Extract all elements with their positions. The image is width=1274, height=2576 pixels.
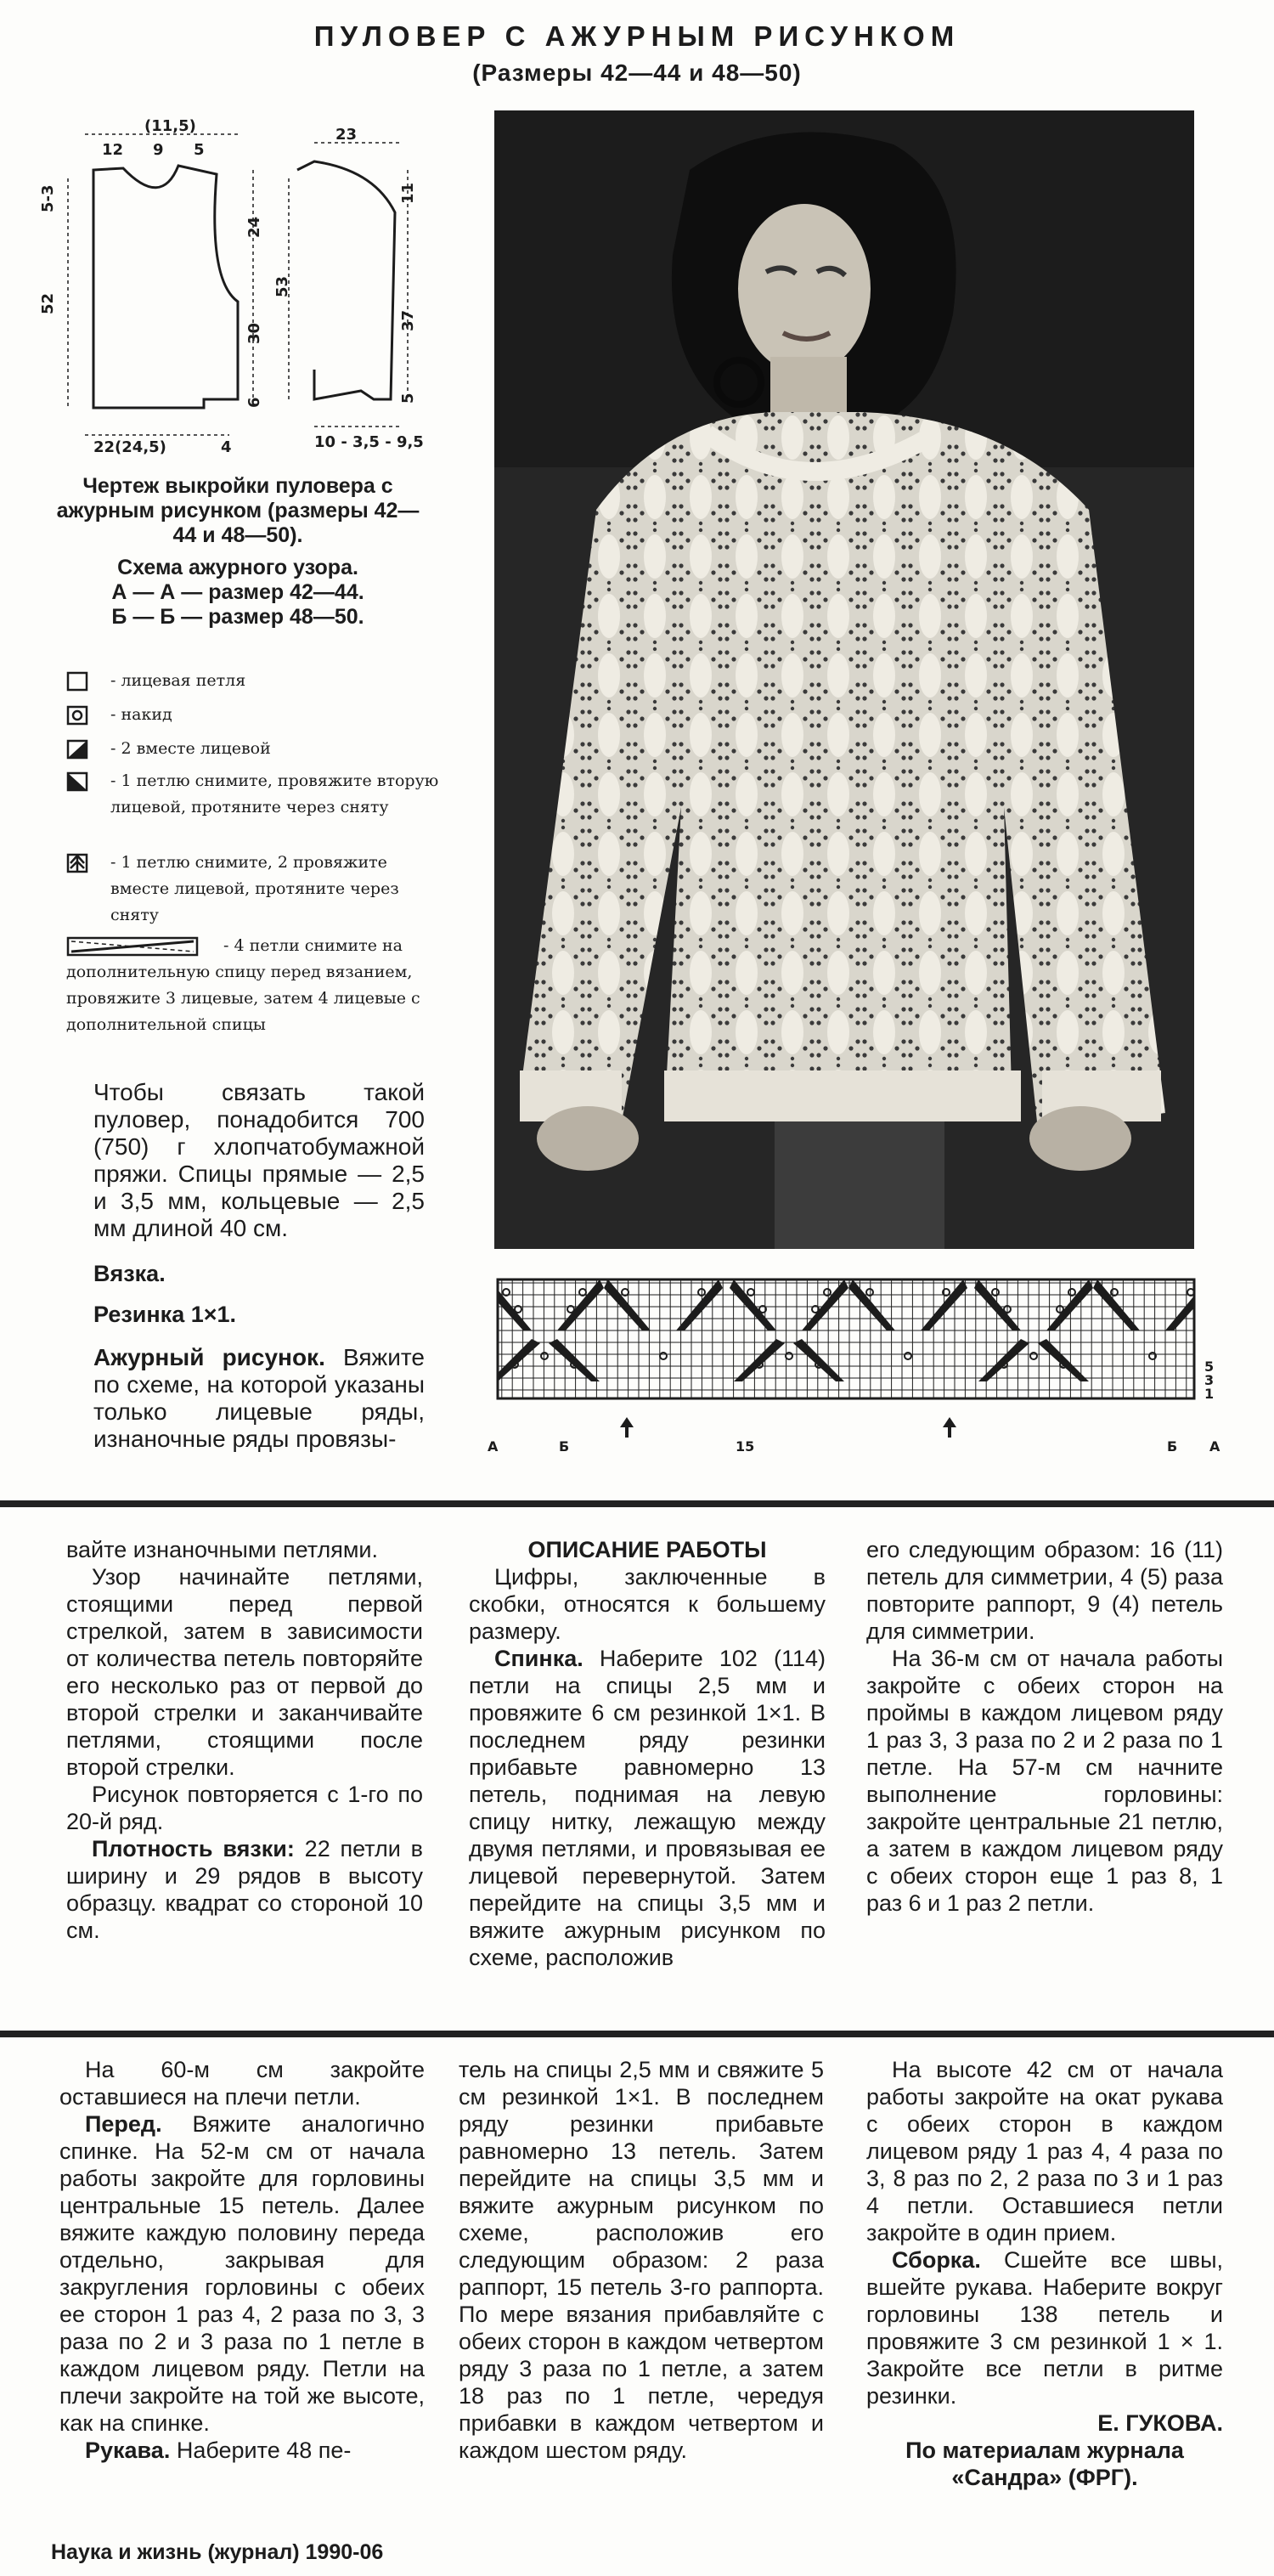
legend-item: [66, 702, 440, 728]
paragraph: [469, 1645, 826, 1971]
dim-w5: 5: [194, 141, 205, 159]
paragraph: [866, 2246, 1223, 2409]
front-piece-outline: [93, 166, 238, 408]
section2-column2: [469, 1536, 826, 1971]
slip-knit-pass-icon: [66, 771, 90, 792]
paragraph: На 60-м см закройте оставшиеся на плечи петли.: [59, 2057, 425, 2110]
author-signature: Е. ГУКОВА.: [1097, 2410, 1223, 2436]
source-line2: «Сандра» (ФРГ).: [951, 2465, 1138, 2490]
repeat-end-arrow-icon: [943, 1417, 956, 1438]
legend-text: - 2 вместе лицевой: [110, 739, 271, 758]
knitting-heading: Вязка.: [93, 1261, 166, 1286]
legend-text: - накид: [110, 705, 172, 724]
square-empty-icon: [66, 671, 90, 692]
lace-text: Вяжите по схеме, на которой указаны только лицевые ряды, изнаночные ряды провязы-: [93, 1344, 426, 1452]
rib-heading: Резинка 1×1.: [93, 1302, 237, 1327]
work-description-heading: ОПИСАНИЕ РАБОТЫ: [527, 1537, 767, 1562]
dim-h52: 52: [39, 292, 57, 314]
dim-top-11-5: (11,5): [144, 117, 196, 135]
dim-h30: 30: [245, 322, 263, 344]
paragraph: На 36-м см от начала работы закройте с обеих сторон на проймы в каждом лицевом ряду 1 раз 3, 3 раза по 2 и 2 раза по 1 петле. На 57-м см начните выполнение горловины: закройте центральные 21 петлю, а затем в каждом лицевом ряду с обеих сторон еще 1 раз 8, 1 раз 6 и 1 раз 2 петли.: [866, 1646, 1223, 1916]
knit-two-together-icon: [66, 739, 90, 760]
chart-row-3: 3: [1204, 1372, 1215, 1388]
lace-heading: Ажурный рисунок.: [93, 1344, 325, 1370]
dim-bottom-front: 22(24,5): [93, 438, 166, 456]
section-divider: [0, 2031, 1274, 2037]
article-title: ПУЛОВЕР С АЖУРНЫМ РИСУНКОМ: [313, 20, 961, 52]
sleeves-text: Наберите 48 пе-: [176, 2438, 352, 2463]
paragraph: [59, 2437, 425, 2464]
scheme-caption-line3: Б — Б — размер 48—50.: [111, 605, 364, 629]
legend-item: [66, 768, 440, 821]
section3-column1: [59, 2056, 425, 2464]
section3-column2: [459, 2056, 824, 2464]
legend-item: [66, 933, 448, 1038]
chart-label-15: 15: [736, 1438, 755, 1455]
legend-text: - 1 петлю снимите, 2 провяжите вместе лицевой, протяните через сняту: [110, 853, 399, 924]
dim-w12: 12: [102, 141, 124, 159]
slip-k2tog-pass-icon: [66, 853, 90, 873]
chart-label-a-right: А: [1209, 1438, 1220, 1455]
paragraph: Узор начинайте петлями, стоящими перед первой стрелкой, затем в зависимости от количества петель повторяйте его несколько раз от первой до второй стрелки и заканчивайте петлями, стоящими после второй стрелки.: [66, 1564, 423, 1780]
paragraph: Цифры, заключенные в скобки, относятся к большему размеру.: [469, 1564, 826, 1644]
sleeve-outline: [297, 161, 395, 399]
lace-pattern-chart: [481, 1271, 1225, 1466]
dim-h37: 37: [399, 309, 417, 331]
source-line1: По материалам журнала: [905, 2438, 1184, 2463]
legend-text: - 4 петли снимите на дополнительную спицу перед вязанием, провяжите 3 лицевые, затем 4 лицевые с дополнительной спицы: [66, 936, 420, 1034]
assembly-text: Сшейте все швы, вшейте рукава. Наберите вокруг горловины 138 петель и провяжите 3 см резинкой 1 × 1. Закройте все петли в ритме резинки.: [866, 2247, 1223, 2409]
cable-stitch-icon: [66, 936, 202, 957]
dim-h11: 11: [399, 182, 417, 204]
section3-column3: [866, 2056, 1223, 2491]
dim-w4: 4: [221, 438, 232, 456]
scheme-caption: [51, 556, 425, 630]
scheme-caption-line1: Схема ажурного узора.: [117, 556, 358, 579]
section2-column1: [66, 1536, 423, 1944]
dim-h53: 53: [273, 275, 291, 297]
dim-h5-3: 5-3: [39, 184, 57, 212]
dim-w23: 23: [335, 126, 358, 144]
paragraph: его следующим образом: 16 (11) петель для симметрии, 4 (5) раза повторите раппорт, 9 (4) петель для симметрии.: [866, 1537, 1223, 1644]
paragraph: тель на спицы 2,5 мм и свяжите 5 см резинкой 1×1. В последнем ряду резинки прибавьте равномерно 13 петель. Затем перейдите на спицы 3,5 мм и вяжите ажурным рисунком по схеме, расположив его следующим образом: 2 раза раппорт, 15 петель 3-го раппорта. По мере вязания прибавляйте с обеих сторон в каждом четвертом ряду 3 раза по 1 петле, а затем 18 раз по 1 петле, чередуя прибавки в каждом четвертом и каждом шестом ряду.: [459, 2057, 824, 2463]
chart-label-b-left: Б: [559, 1438, 570, 1455]
dim-bottom-sleeve: 10 - 3,5 - 9,5: [314, 433, 424, 451]
legend-item: [66, 668, 440, 694]
dim-h6: 6: [245, 397, 263, 408]
section2-column3: [866, 1536, 1223, 1917]
paragraph: [66, 1835, 423, 1944]
scheme-caption-line2: А — А — размер 42—44.: [111, 580, 364, 604]
assembly-heading: Сборка.: [892, 2247, 981, 2273]
lace-paragraph: [93, 1344, 425, 1453]
legend-text: - 1 петлю снимите, провяжите вторую лицевой, протяните через сняту: [110, 771, 439, 816]
paragraph: вайте изнаночными петлями.: [66, 1537, 379, 1562]
front-text: Вяжите аналогично спинке. На 52-м см от начала работы закройте для горловины центральные 15 петель. Далее вяжите каждую половину переда отдельно, закрывая для закругления горловины с обеих ее сторон 1 раз 4, 2 раза по 3, 3 раза по 2 и 3 раза по 1 петле в каждом лицевом ряду. Петли на плечи закройте на той же высоте, как на спинке.: [59, 2111, 425, 2436]
materials-text: Чтобы связать такой пуловер, понадобится 700 (750) г хлопчатобумажной пряжи. Спицы прямые — 2,5 и 3,5 мм, кольцевые — 2,5 мм длиной 40 см.: [93, 1079, 425, 1241]
front-heading: Перед.: [85, 2111, 162, 2137]
source-footer: Наука и жизнь (журнал) 1990-06: [51, 2540, 384, 2564]
legend-item: [66, 850, 440, 929]
dim-h5: 5: [399, 393, 417, 404]
yarn-over-icon: [66, 705, 90, 726]
density-heading: Плотность вязки:: [92, 1836, 295, 1861]
chart-row-5: 5: [1204, 1359, 1215, 1375]
paragraph: На высоте 42 см от начала работы закройте на окат рукава с обеих сторон в каждом лицевом ряду 1 раз 4, 4 раза по 3, 8 раз по 2, 2 раза по 3 и 1 раз 4 петли. Оставшиеся петли закройте в один прием.: [866, 2057, 1223, 2246]
paragraph: Рисунок повторяется с 1-го по 20-й ряд.: [66, 1782, 423, 1834]
paragraph: [59, 2110, 425, 2437]
dim-h24: 24: [245, 216, 263, 238]
legend-text: - лицевая петля: [110, 671, 246, 690]
article-subtitle: (Размеры 42—44 и 48—50): [472, 59, 802, 86]
back-text: Наберите 102 (114) петли на спицы 2,5 мм и провяжите 6 см резинкой 1×1. В последнем ряду резинки прибавьте равномерно 13 петель, поднимая на левую спицу нитку, лежащую между двумя петлями, и провязывая ее лицевой перевернутой. Затем перейдите на спицы 3,5 мм и вяжите ажурным рисунком по схеме, расположив: [469, 1646, 826, 1970]
chart-row-1: 1: [1204, 1386, 1215, 1402]
repeat-start-arrow-icon: [620, 1417, 634, 1438]
back-heading: Спинка.: [494, 1646, 583, 1671]
sweater-photo: [494, 110, 1194, 1249]
sleeves-heading: Рукава.: [85, 2438, 171, 2463]
legend-item: [66, 736, 440, 762]
chart-label-a-left: А: [488, 1438, 499, 1455]
dim-w9: 9: [153, 141, 164, 159]
density-text: 22 петли в ширину и 29 рядов в высоту образцу. квадрат со стороной 10 см.: [66, 1836, 423, 1943]
pattern-schematic: [34, 117, 424, 459]
drawing-caption: Чертеж выкройки пуловера с ажурным рисунком (размеры 42—44 и 48—50).: [56, 474, 420, 547]
chart-label-b-right: Б: [1167, 1438, 1178, 1455]
section-divider: [0, 1500, 1274, 1507]
